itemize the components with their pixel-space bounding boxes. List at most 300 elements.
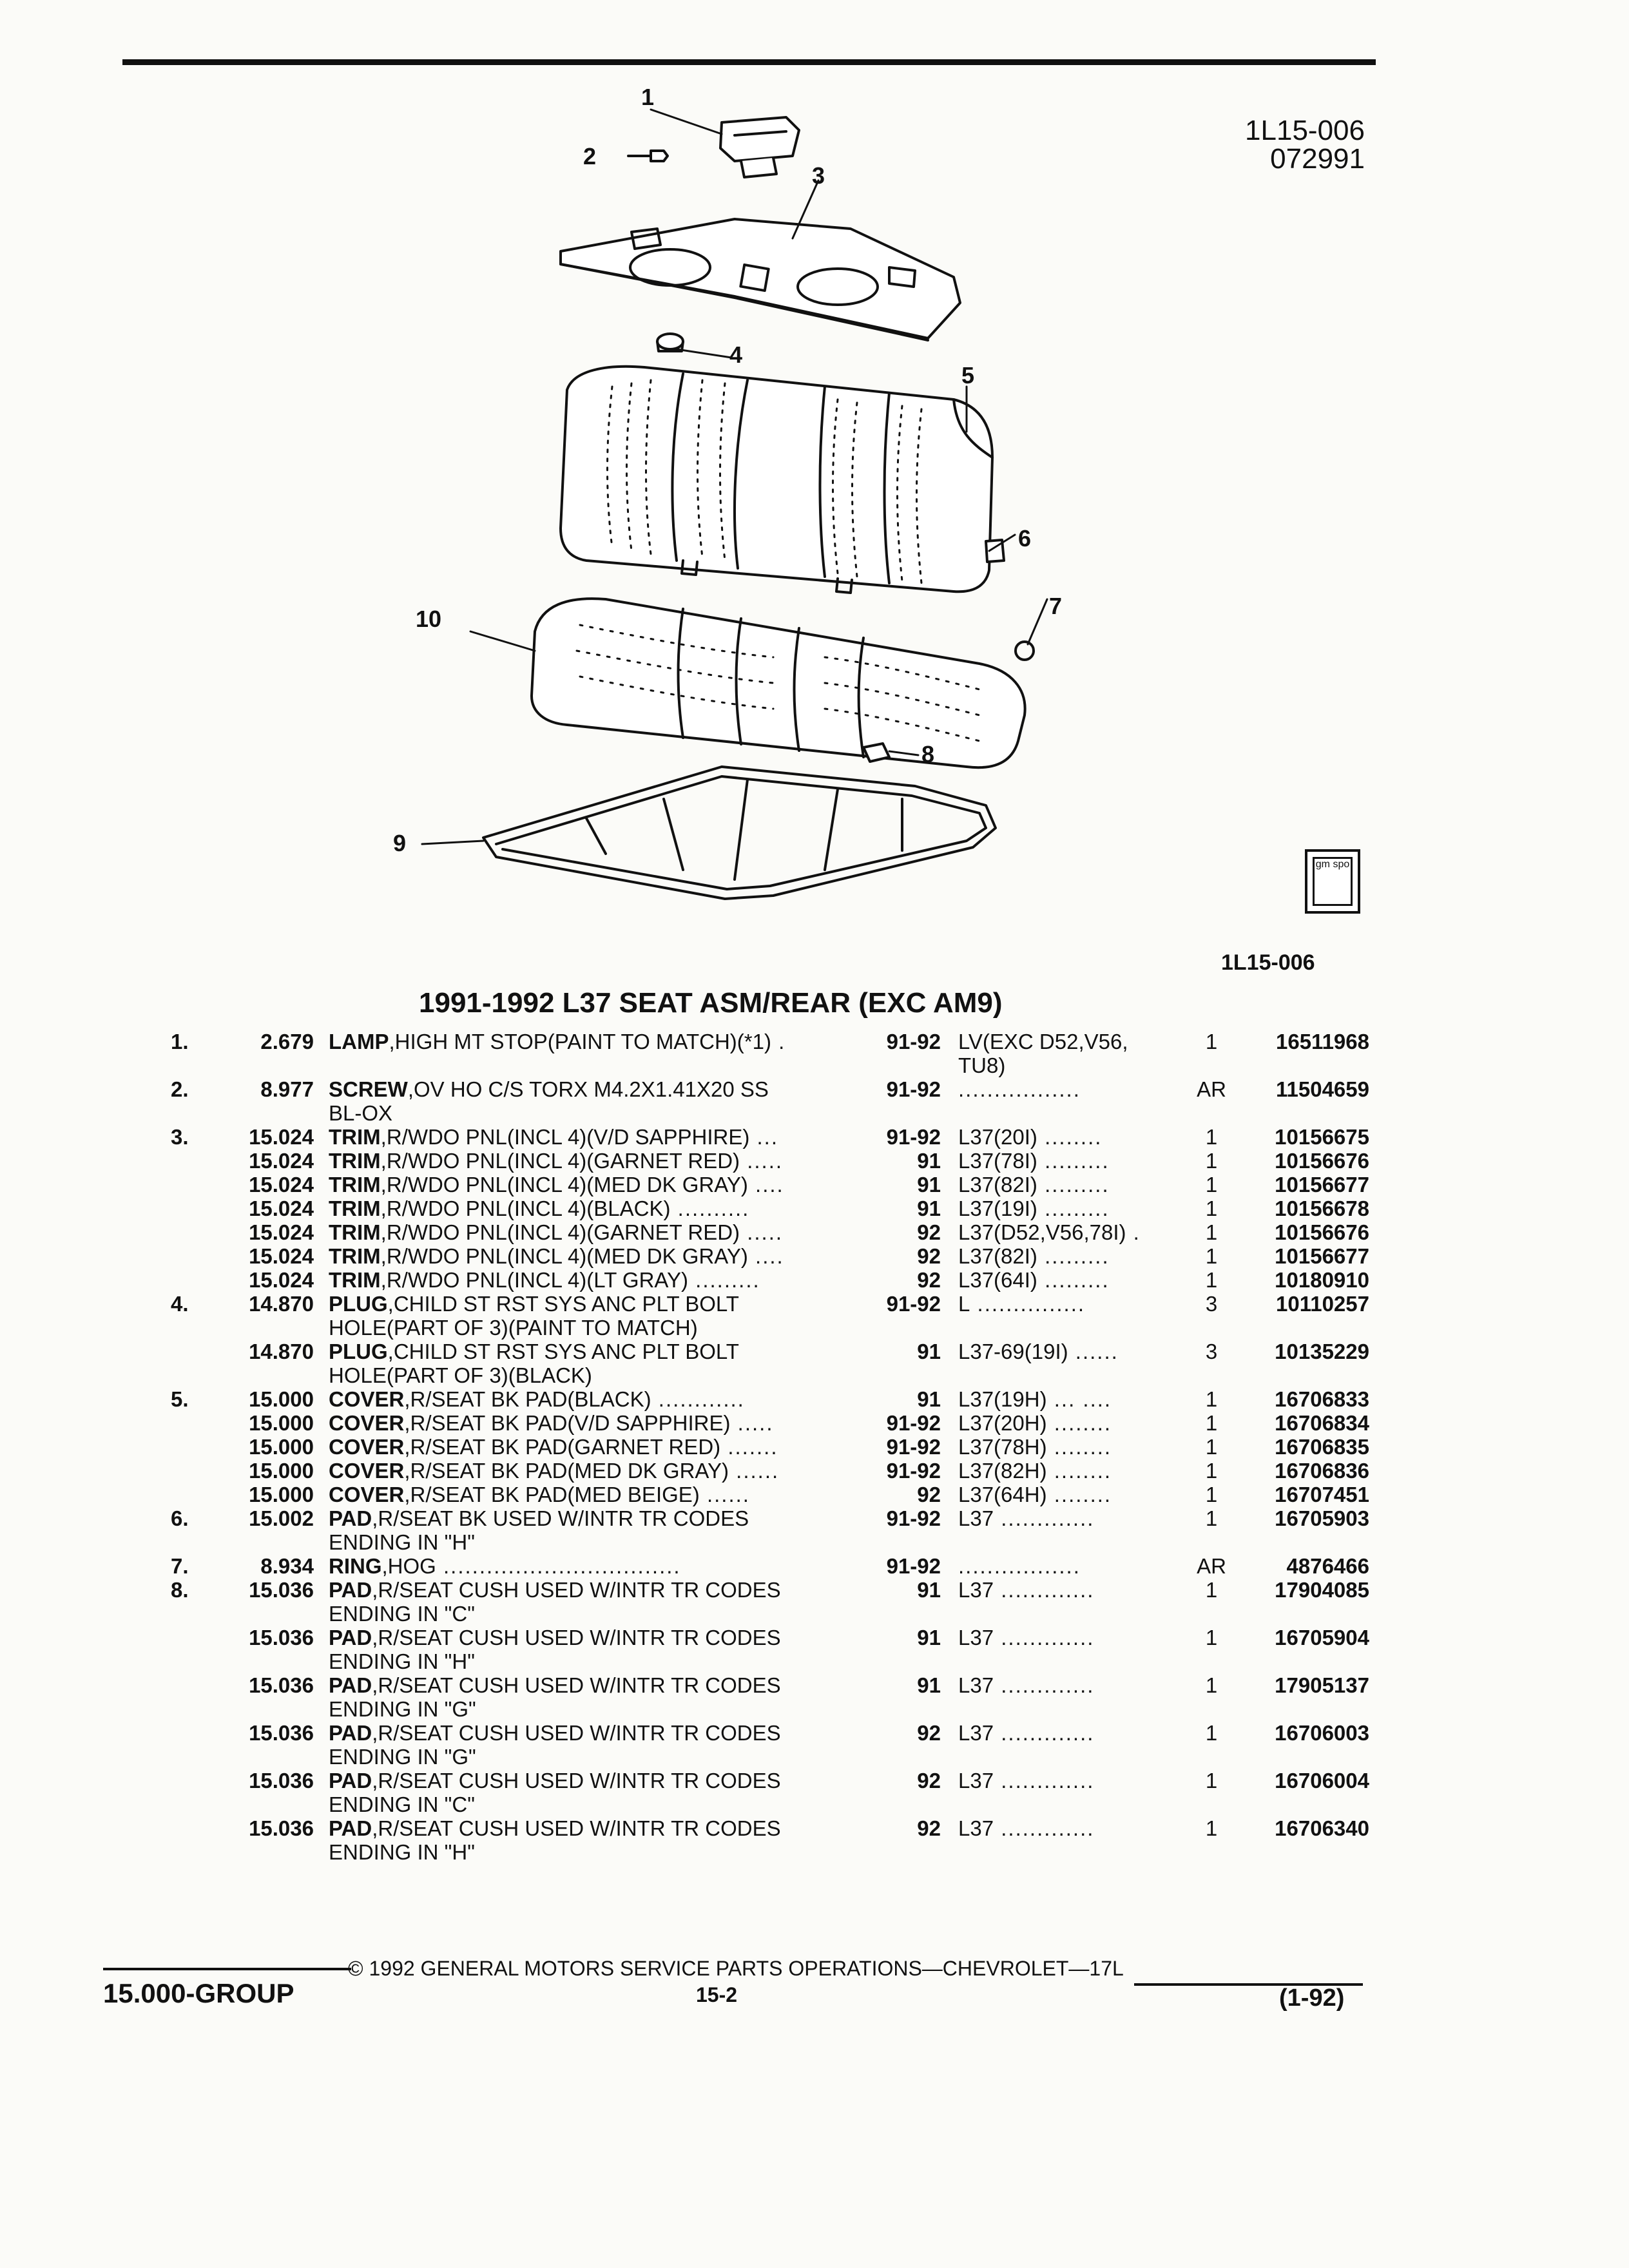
group-number: 15.000 [249, 1411, 314, 1435]
section-title: 1991-1992 L37 SEAT ASM/REAR (EXC AM9) [419, 987, 1003, 1019]
callout-10: 10 [416, 606, 442, 632]
quantity: AR [1197, 1554, 1226, 1578]
part-row [171, 1149, 1369, 1173]
model-usage [958, 1077, 1177, 1101]
group-number: 15.000 [249, 1435, 314, 1459]
group-number: 15.000 [249, 1387, 314, 1411]
quantity: 1 [1205, 1721, 1218, 1745]
part-detail-cont: HOLE(PART OF 3)(PAINT TO MATCH) [329, 1316, 698, 1340]
leader-dots: ..... [730, 1411, 774, 1435]
model-usage [958, 1244, 1177, 1268]
callout-1: 1 [641, 84, 655, 110]
part-name: COVER [329, 1411, 405, 1435]
model-usage [958, 1196, 1177, 1220]
model-dots: ......... [1037, 1196, 1110, 1220]
model-dots: ... .... [1046, 1387, 1112, 1411]
model-years: 91 [917, 1173, 941, 1196]
gm-spo-logo [1305, 849, 1360, 914]
part-row [171, 1769, 1369, 1816]
model-usage [958, 1125, 1177, 1149]
part-row [171, 1506, 1369, 1554]
model-years: 91-92 [886, 1077, 941, 1101]
model-dots: ......... [1037, 1244, 1110, 1268]
part-number: 16706836 [1275, 1459, 1369, 1483]
part-name: COVER [329, 1459, 405, 1483]
part-row [171, 1030, 1369, 1077]
part-detail-cont: BL-OX [329, 1101, 393, 1125]
quantity: 1 [1205, 1220, 1218, 1244]
revision-date: (1-92) [1279, 1984, 1345, 2012]
part-row [171, 1459, 1369, 1483]
quantity: 1 [1205, 1459, 1218, 1483]
model-years: 92 [917, 1721, 941, 1745]
model-years: 92 [917, 1268, 941, 1292]
part-detail: ,CHILD ST RST SYS ANC PLT BOLT [387, 1340, 739, 1363]
model-usage [958, 1387, 1177, 1411]
part-name: PLUG [329, 1292, 388, 1316]
part-number: 16707451 [1275, 1483, 1369, 1506]
group-number: 15.036 [249, 1769, 314, 1792]
model-years: 91-92 [886, 1125, 941, 1149]
part-name: PAD [329, 1673, 372, 1697]
quantity: 3 [1205, 1340, 1218, 1363]
exploded-seat-diagram [374, 84, 1147, 921]
part-row [171, 1173, 1369, 1196]
part-detail: ,OV HO C/S TORX M4.2X1.41X20 SS [407, 1077, 769, 1101]
part-detail: ,HIGH MT STOP(PAINT TO MATCH)(*1) [389, 1030, 771, 1053]
group-number: 15.000 [249, 1459, 314, 1483]
ref-number: 2. [171, 1077, 189, 1101]
top-rule [122, 59, 1376, 65]
model-dots: ......... [1037, 1173, 1110, 1196]
ref-number: 6. [171, 1506, 189, 1530]
part-row [171, 1578, 1369, 1626]
part-name: COVER [329, 1483, 405, 1506]
seat-cushion-pad-part [863, 744, 889, 762]
leader-dots: .... [747, 1244, 784, 1268]
part-detail-cont: ENDING IN "H" [329, 1840, 475, 1864]
model-code: L37 [958, 1673, 994, 1697]
model-code: L37 [958, 1769, 994, 1792]
model-code: L37(82I) [958, 1244, 1037, 1268]
part-detail: ,R/SEAT BK PAD(V/D SAPPHIRE) [404, 1411, 731, 1435]
part-detail: ,R/SEAT CUSH USED W/INTR TR CODES [372, 1578, 781, 1602]
model-code: L37 [958, 1626, 994, 1649]
part-name: PAD [329, 1769, 372, 1792]
part-row [171, 1125, 1369, 1149]
group-number: 15.036 [249, 1673, 314, 1697]
part-detail: ,R/SEAT CUSH USED W/INTR TR CODES [372, 1626, 781, 1649]
group-number: 15.000 [249, 1483, 314, 1506]
model-code: LV(EXC D52,V56, [958, 1030, 1128, 1053]
quantity: 1 [1205, 1435, 1218, 1459]
part-row [171, 1268, 1369, 1292]
illustration-date: 072991 [1270, 143, 1365, 175]
model-usage [958, 1483, 1177, 1506]
part-row [171, 1244, 1369, 1268]
leader-dots: ..... [740, 1149, 784, 1173]
part-number: 16706835 [1275, 1435, 1369, 1459]
ref-number: 8. [171, 1578, 189, 1602]
model-usage [958, 1220, 1177, 1244]
model-dots: ................. [958, 1077, 1081, 1101]
group-number: 2.679 [260, 1030, 314, 1053]
callout-3: 3 [812, 162, 825, 189]
model-years: 92 [917, 1483, 941, 1506]
part-row [171, 1411, 1369, 1435]
model-dots: ........ [1046, 1483, 1112, 1506]
cushion-frame-part [483, 767, 996, 899]
part-number: 16706833 [1275, 1387, 1369, 1411]
model-dots: ............. [994, 1578, 1095, 1602]
part-row [171, 1673, 1369, 1721]
quantity: 1 [1205, 1626, 1218, 1649]
model-usage [958, 1459, 1177, 1483]
quantity: 1 [1205, 1411, 1218, 1435]
part-detail: ,R/WDO PNL(INCL 4)(GARNET RED) [380, 1149, 740, 1173]
part-name: TRIM [329, 1173, 381, 1196]
part-row [171, 1435, 1369, 1459]
group-number: 15.024 [249, 1125, 314, 1149]
model-years: 91-92 [886, 1459, 941, 1483]
quantity: 1 [1205, 1244, 1218, 1268]
part-row [171, 1816, 1369, 1864]
model-usage [958, 1340, 1177, 1363]
model-dots: ........ [1046, 1459, 1112, 1483]
part-detail: ,R/SEAT CUSH USED W/INTR TR CODES [372, 1816, 781, 1840]
model-years: 91 [917, 1578, 941, 1602]
model-code: L37(78H) [958, 1435, 1047, 1459]
hog-ring-part [1016, 642, 1034, 660]
callout-9: 9 [393, 830, 407, 856]
seat-illustration [374, 97, 1147, 921]
part-detail: ,R/WDO PNL(INCL 4)(LT GRAY) [380, 1268, 688, 1292]
part-row [171, 1387, 1369, 1411]
model-years: 91-92 [886, 1554, 941, 1578]
model-dots: ............. [994, 1506, 1095, 1530]
part-detail: ,R/SEAT BK PAD(MED DK GRAY) [404, 1459, 729, 1483]
quantity: 1 [1205, 1387, 1218, 1411]
part-name: COVER [329, 1435, 405, 1459]
part-name: PAD [329, 1626, 372, 1649]
leader-dots: .... [747, 1173, 784, 1196]
model-years: 91-92 [886, 1292, 941, 1316]
part-detail: ,R/SEAT BK USED W/INTR TR CODES [372, 1506, 749, 1530]
model-usage [958, 1411, 1177, 1435]
group-number: 8.934 [260, 1554, 314, 1578]
group-number: 15.024 [249, 1220, 314, 1244]
model-usage [958, 1030, 1177, 1077]
part-number: 10156678 [1275, 1196, 1369, 1220]
part-name: TRIM [329, 1196, 381, 1220]
part-row [171, 1220, 1369, 1244]
model-dots: ............... [970, 1292, 1086, 1316]
seat-cushion-part [532, 599, 1025, 767]
group-number: 15.024 [249, 1173, 314, 1196]
model-usage [958, 1721, 1177, 1745]
group-number: 15.024 [249, 1244, 314, 1268]
part-row [171, 1721, 1369, 1769]
leader-dots: ...... [729, 1459, 780, 1483]
model-dots: ............. [994, 1721, 1095, 1745]
part-number: 16706004 [1275, 1769, 1369, 1792]
model-dots: ............. [994, 1769, 1095, 1792]
leader-dots: ..... [740, 1220, 784, 1244]
model-code: L37(64I) [958, 1268, 1037, 1292]
part-name: RING [329, 1554, 382, 1578]
group-number: 14.870 [249, 1292, 314, 1316]
part-detail-cont: HOLE(PART OF 3)(BLACK) [329, 1363, 592, 1387]
leader-dots: .......... [670, 1196, 750, 1220]
part-name: LAMP [329, 1030, 389, 1053]
window-panel-trim-part [561, 219, 960, 340]
quantity: 1 [1205, 1125, 1218, 1149]
quantity: 1 [1205, 1268, 1218, 1292]
model-code: L37(19I) [958, 1196, 1037, 1220]
model-usage [958, 1554, 1177, 1578]
model-code: L37(20H) [958, 1411, 1047, 1435]
model-usage [958, 1578, 1177, 1602]
model-usage [958, 1173, 1177, 1196]
figure-label: 1L15-006 [1221, 950, 1315, 975]
quantity: 1 [1205, 1149, 1218, 1173]
model-usage [958, 1769, 1177, 1792]
model-years: 91 [917, 1387, 941, 1411]
part-name: TRIM [329, 1268, 381, 1292]
model-years: 92 [917, 1220, 941, 1244]
model-dots: ........ [1046, 1435, 1112, 1459]
model-years: 91 [917, 1340, 941, 1363]
seat-back-part [561, 367, 992, 593]
model-dots: ......... [1037, 1149, 1110, 1173]
callout-8: 8 [921, 741, 935, 767]
model-code-cont: TU8) [958, 1053, 1006, 1077]
callout-6: 6 [1018, 525, 1032, 552]
part-name: PAD [329, 1506, 372, 1530]
illustration-code: 1L15-006 [1245, 115, 1365, 146]
part-number: 17905137 [1275, 1673, 1369, 1697]
model-code: L37(78I) [958, 1149, 1037, 1173]
part-name: PLUG [329, 1340, 388, 1363]
callout-2: 2 [583, 143, 597, 169]
logo-text: gm spo [1313, 857, 1353, 906]
part-row [171, 1077, 1369, 1125]
part-number: 10135229 [1275, 1340, 1369, 1363]
part-detail-cont: ENDING IN "C" [329, 1602, 475, 1626]
part-row [171, 1292, 1369, 1340]
model-code: L37 [958, 1506, 994, 1530]
group-number: 15.036 [249, 1578, 314, 1602]
model-code: L37(82H) [958, 1459, 1047, 1483]
group-number: 14.870 [249, 1340, 314, 1363]
plug-part [657, 334, 683, 351]
part-number: 16511968 [1275, 1030, 1369, 1053]
leader-dots: ................................. [436, 1554, 681, 1578]
quantity: 1 [1205, 1673, 1218, 1697]
model-years: 92 [917, 1816, 941, 1840]
model-dots: . [1126, 1220, 1141, 1244]
model-usage [958, 1268, 1177, 1292]
model-usage [958, 1292, 1177, 1316]
part-detail: ,R/SEAT CUSH USED W/INTR TR CODES [372, 1769, 781, 1792]
model-code: L37(D52,V56,78I) [958, 1220, 1126, 1244]
part-number: 4876466 [1286, 1554, 1369, 1578]
callout-7: 7 [1049, 593, 1063, 619]
part-number: 17904085 [1275, 1578, 1369, 1602]
ref-number: 5. [171, 1387, 189, 1411]
quantity: 1 [1205, 1173, 1218, 1196]
model-code: L37(82I) [958, 1173, 1037, 1196]
model-years: 91 [917, 1673, 941, 1697]
footer-rule-left [103, 1968, 351, 1970]
group-number: 8.977 [260, 1077, 314, 1101]
model-usage [958, 1626, 1177, 1649]
quantity: 1 [1205, 1483, 1218, 1506]
model-years: 92 [917, 1769, 941, 1792]
callout-4: 4 [729, 341, 743, 368]
ref-number: 1. [171, 1030, 189, 1053]
model-dots: ........ [1046, 1411, 1112, 1435]
model-code: L37(19H) [958, 1387, 1047, 1411]
part-detail: ,R/SEAT CUSH USED W/INTR TR CODES [372, 1673, 781, 1697]
part-name: TRIM [329, 1125, 381, 1149]
model-years: 91 [917, 1196, 941, 1220]
part-detail-cont: ENDING IN "G" [329, 1697, 476, 1721]
group-number: 15.036 [249, 1626, 314, 1649]
quantity: 1 [1205, 1030, 1218, 1053]
leader-dots: ...... [699, 1483, 750, 1506]
model-dots: ............. [994, 1816, 1095, 1840]
leader-dots: ... [749, 1125, 779, 1149]
leader-dots: ....... [720, 1435, 778, 1459]
group-number: 15.036 [249, 1721, 314, 1745]
part-number: 10156676 [1275, 1149, 1369, 1173]
model-years: 92 [917, 1244, 941, 1268]
model-usage [958, 1149, 1177, 1173]
part-number: 10156677 [1275, 1173, 1369, 1196]
model-years: 91 [917, 1149, 941, 1173]
model-years: 91-92 [886, 1411, 941, 1435]
part-number: 11504659 [1275, 1077, 1369, 1101]
part-row [171, 1483, 1369, 1506]
ref-number: 7. [171, 1554, 189, 1578]
part-name: SCREW [329, 1077, 408, 1101]
model-code: L37(64H) [958, 1483, 1047, 1506]
model-dots: ........ [1037, 1125, 1103, 1149]
part-number: 16705904 [1275, 1626, 1369, 1649]
part-detail-cont: ENDING IN "G" [329, 1745, 476, 1769]
part-detail: ,CHILD ST RST SYS ANC PLT BOLT [387, 1292, 739, 1316]
model-usage [958, 1435, 1177, 1459]
page-number: 15-2 [696, 1983, 738, 2006]
part-number: 16705903 [1275, 1506, 1369, 1530]
model-code: L37 [958, 1578, 994, 1602]
quantity: 1 [1205, 1816, 1218, 1840]
part-number: 10156675 [1275, 1125, 1369, 1149]
leader-dots: ......... [688, 1268, 760, 1292]
part-name: COVER [329, 1387, 405, 1411]
model-dots: ................. [958, 1554, 1081, 1578]
part-detail-cont: ENDING IN "H" [329, 1649, 475, 1673]
part-detail: ,HOG [381, 1554, 436, 1578]
leader-dots: . [771, 1030, 786, 1053]
part-number: 16706340 [1275, 1816, 1369, 1840]
part-number: 10156677 [1275, 1244, 1369, 1268]
part-detail: ,R/WDO PNL(INCL 4)(V/D SAPPHIRE) [380, 1125, 750, 1149]
model-code: L37-69(19I) [958, 1340, 1068, 1363]
part-detail: ,R/SEAT BK PAD(GARNET RED) [404, 1435, 721, 1459]
quantity: 1 [1205, 1506, 1218, 1530]
model-dots: ............. [994, 1626, 1095, 1649]
part-number: 10156676 [1275, 1220, 1369, 1244]
model-usage [958, 1506, 1177, 1530]
quantity: AR [1197, 1077, 1226, 1101]
part-detail: ,R/SEAT CUSH USED W/INTR TR CODES [372, 1721, 781, 1745]
model-code: L [958, 1292, 970, 1316]
ref-number: 4. [171, 1292, 189, 1316]
model-dots: ......... [1037, 1268, 1110, 1292]
part-detail-cont: ENDING IN "H" [329, 1530, 475, 1554]
part-detail-cont: ENDING IN "C" [329, 1792, 475, 1816]
model-usage [958, 1816, 1177, 1840]
group-number: 15.024 [249, 1268, 314, 1292]
group-number: 15.002 [249, 1506, 314, 1530]
part-number: 16706834 [1275, 1411, 1369, 1435]
model-code: L37 [958, 1816, 994, 1840]
model-years: 91-92 [886, 1435, 941, 1459]
quantity: 3 [1205, 1292, 1218, 1316]
leader-dots: ............ [651, 1387, 745, 1411]
group-number: 15.024 [249, 1196, 314, 1220]
model-dots: ...... [1068, 1340, 1119, 1363]
group-number: 15.024 [249, 1149, 314, 1173]
part-row [171, 1626, 1369, 1673]
copyright-line: © 1992 GENERAL MOTORS SERVICE PARTS OPERATIONS—CHEVROLET—17L [348, 1957, 1124, 1980]
part-row [171, 1554, 1369, 1578]
callout-5: 5 [961, 362, 975, 389]
model-usage [958, 1673, 1177, 1697]
parts-list [171, 1030, 1369, 1864]
part-detail: ,R/WDO PNL(INCL 4)(MED DK GRAY) [380, 1244, 748, 1268]
part-detail: ,R/SEAT BK PAD(MED BEIGE) [404, 1483, 700, 1506]
part-row [171, 1340, 1369, 1387]
quantity: 1 [1205, 1196, 1218, 1220]
screw-part [628, 151, 668, 161]
quantity: 1 [1205, 1769, 1218, 1792]
quantity: 1 [1205, 1578, 1218, 1602]
part-name: PAD [329, 1721, 372, 1745]
model-years: 91 [917, 1626, 941, 1649]
part-detail: ,R/WDO PNL(INCL 4)(GARNET RED) [380, 1220, 740, 1244]
part-number: 16706003 [1275, 1721, 1369, 1745]
group-label: 15.000-GROUP [103, 1978, 294, 2008]
stop-lamp-part [720, 117, 799, 177]
part-detail: ,R/WDO PNL(INCL 4)(MED DK GRAY) [380, 1173, 748, 1196]
group-number: 15.036 [249, 1816, 314, 1840]
part-detail: ,R/WDO PNL(INCL 4)(BLACK) [380, 1196, 671, 1220]
part-name: TRIM [329, 1244, 381, 1268]
part-name: PAD [329, 1578, 372, 1602]
part-name: TRIM [329, 1220, 381, 1244]
ref-number: 3. [171, 1125, 189, 1149]
model-years: 91-92 [886, 1030, 941, 1053]
part-number: 10180910 [1275, 1268, 1369, 1292]
part-row [171, 1196, 1369, 1220]
model-dots: ............. [994, 1673, 1095, 1697]
model-code: L37(20I) [958, 1125, 1037, 1149]
part-detail: ,R/SEAT BK PAD(BLACK) [404, 1387, 651, 1411]
part-name: PAD [329, 1816, 372, 1840]
